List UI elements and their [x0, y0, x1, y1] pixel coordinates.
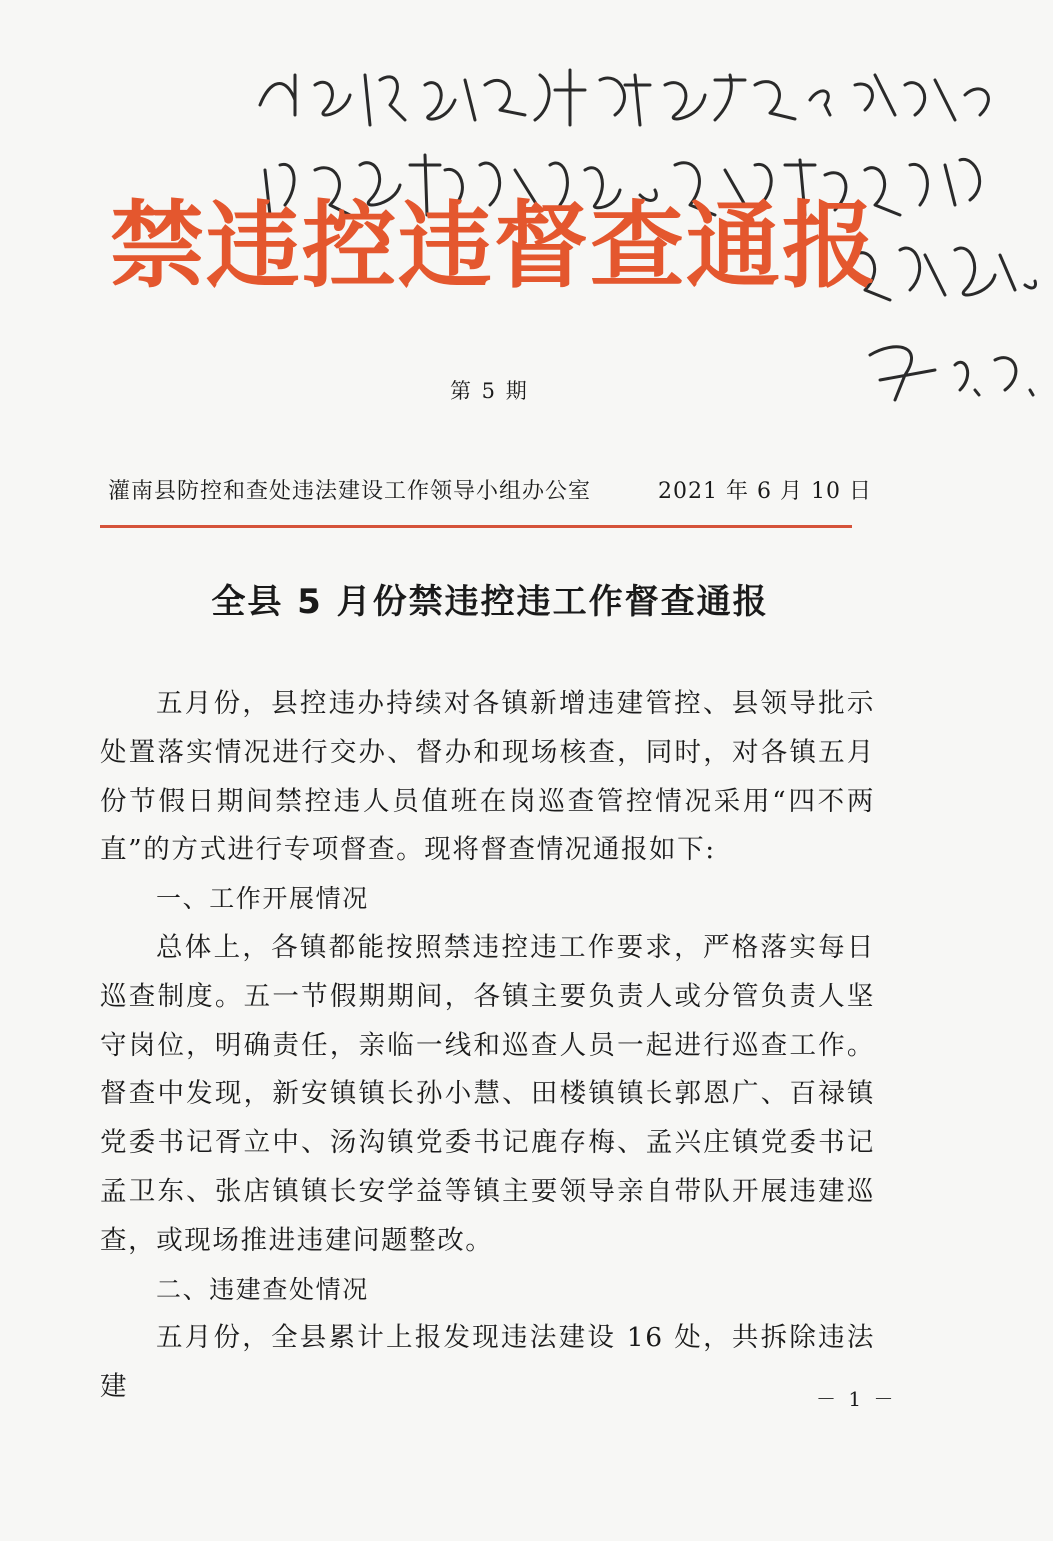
section2-paragraph: 五月份，全县累计上报发现违法建设 16 处，共拆除违法建 — [100, 1322, 875, 1403]
issuer-name: 灌南县防控和查处违法建设工作领导小组办公室 — [108, 479, 592, 504]
document-body — [100, 680, 875, 1412]
issue-number: 第 5 期 — [450, 379, 529, 403]
page-number: － 1 － — [816, 1387, 897, 1411]
section1-paragraph: 总体上，各镇都能按照禁违控违工作要求，严格落实每日巡查制度。五一节假期期间，各镇主要负责人或分管负责人坚守岗位，明确责任，亲临一线和巡查人员一起进行巡查工作。督查中发现，新安镇镇长孙小慧、田楼镇镇长郭恩广、百禄镇党委书记胥立中、汤沟镇党委书记鹿存梅、孟兴庄镇党委书记孟卫东、张店镇镇长安学益等镇主要领导亲自带队开展违建巡查，或现场推进违建问题整改。 — [100, 931, 875, 1256]
issue-date: 2021 年 6 月 10 日 — [658, 479, 872, 504]
issuer-row — [108, 474, 872, 505]
masthead-divider — [100, 525, 852, 528]
intro-paragraph: 五月份，县控违办持续对各镇新增违建管控、县领导批示处置落实情况进行交办、督办和现场核查，同时，对各镇五月份节假日期间禁控违人员值班在岗巡查管控情况采用“四不两直”的方式进行专项督查。现将督查情况通报如下: — [100, 688, 875, 866]
document-title: 全县 5 月份禁违控违工作督查通报 — [211, 582, 769, 622]
section-heading-2: 二、违建查处情况 — [156, 1274, 369, 1304]
masthead-title: 禁违控违督查通报 — [110, 192, 879, 301]
section-heading-1: 一、工作开展情况 — [156, 884, 369, 914]
